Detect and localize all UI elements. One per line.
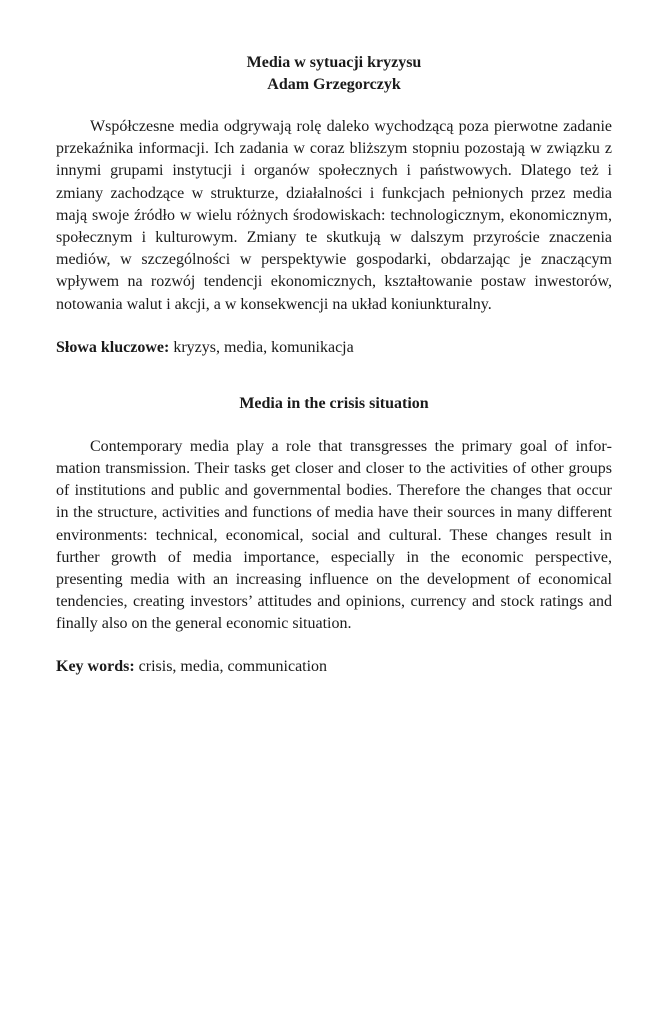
polish-abstract: Współczesne media odgrywają rolę daleko wychodzącą poza pierwotne zadanie przekaźnika informacji. Ich zadania w coraz bliższym stopniu pozostają w związku z innymi grupami instytucji i organów społecznych i państwowych. Dlatego też i zmiany zachodzące w strukturze, działalności i funkcjach pełnionych przez media mają swoje źródło w wielu różnych środowiskach: technologicznym, ekonomicznym, społecznym i kulturowym. Zmiany te skutkują w dalszym przyroście znaczenia mediów, w szczególności w perspektywie gospodarki, obdarzając je znaczącym wpływem na rozwój tendencji ekonomicznych, kształtowanie postaw inwestorów, notowania walut i akcji, a w konsekwencji na układ koniunkturalny. [56, 118, 612, 313]
english-abstract: Contemporary media play a role that transgresses the primary goal of information transmission. Their tasks get closer and closer to the activities of other groups of institutions and public and governmental bodies. Therefore the changes that occur in the structure, activities and functions of media have their sources in many different environments: technical, economical, social and cultural. These changes result in further growth of media importance, especially in the economic perspective, presenting media with an increasing influence on the development of economical tendencies, creating investors’ attitudes and opinions, currency and stock ratings and finally also on the general economic situation. [56, 437, 612, 633]
polish-keywords-label: Słowa kluczowe: [56, 338, 170, 356]
english-keywords [56, 656, 612, 678]
author-name: Adam Grzegorczyk [267, 76, 401, 93]
english-keywords-label: Key words: [56, 657, 135, 675]
english-title: Media in the crisis situation [239, 394, 429, 412]
english-keywords-value: crisis, media, communication [134, 657, 328, 675]
polish-keywords-value: kryzys, media, komunikacja [169, 338, 354, 356]
document-page [56, 52, 612, 678]
polish-keywords [56, 337, 612, 359]
polish-title: Media w sytuacji kryzysu [246, 54, 422, 71]
